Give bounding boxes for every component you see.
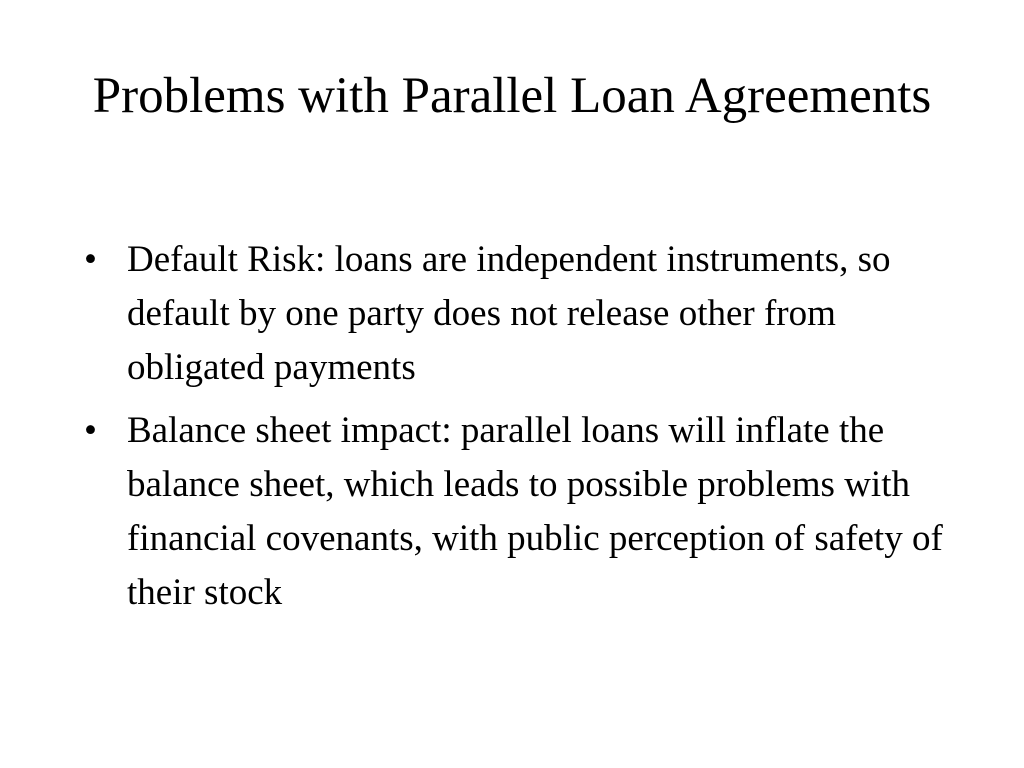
bullet-text: Default Risk: loans are independent instruments, so default by one party does not release other from obligated payments [127,239,891,388]
bullet-item-default-risk [84,233,954,395]
slide-title: Problems with Parallel Loan Agreements [92,68,932,124]
bullet-item-balance-sheet-impact [84,404,954,620]
bullet-dot-icon: • [84,239,97,280]
bullet-text: Balance sheet impact: parallel loans will inflate the balance sheet, which leads to possible problems with financial covenants, with public perception of safety of their stock [127,410,943,613]
bullet-list [84,233,954,629]
bullet-dot-icon: • [84,410,97,451]
